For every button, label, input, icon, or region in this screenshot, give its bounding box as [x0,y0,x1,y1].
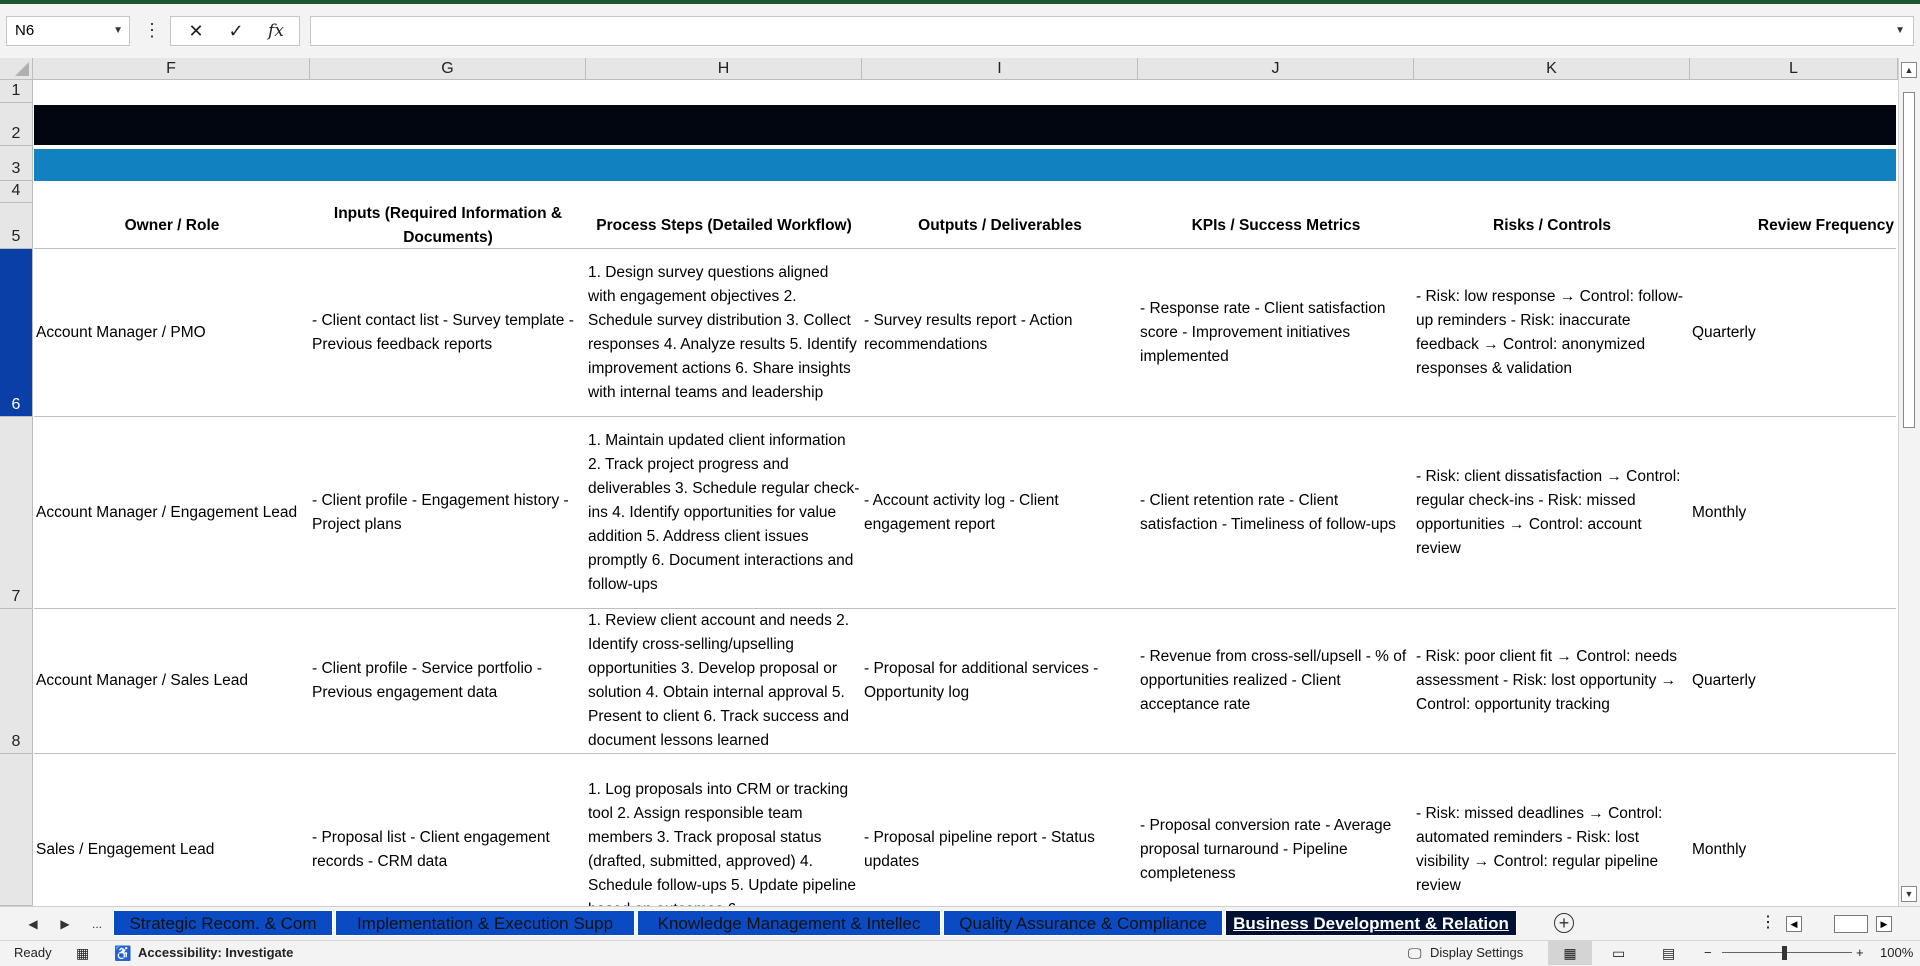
column-header-g[interactable]: G [310,58,586,80]
scroll-down-icon[interactable]: ▼ [1901,886,1917,902]
normal-view-icon[interactable]: ▦ [1548,941,1592,965]
cell-risks[interactable]: - Risk: client dissatisfaction → Control: regular check-ins - Risk: missed opportunities → Control: account review [1416,467,1681,557]
cell-risks[interactable]: - Risk: low response → Control: follow-up reminders - Risk: inaccurate feedback → Control: anonymized responses & validation [1416,287,1684,377]
zoom-slider[interactable] [1722,952,1852,953]
row-header-3[interactable]: 3 [0,146,33,181]
cell-review[interactable]: Quarterly [1692,672,1756,689]
cancel-icon[interactable]: ✕ [188,21,204,41]
column-header-l[interactable]: L [1690,58,1898,80]
cell-inputs[interactable]: - Client profile - Engagement history - Project plans [312,491,569,533]
display-settings-button[interactable]: Display Settings [1430,945,1524,960]
header-outputs[interactable]: Outputs / Deliverables [918,216,1082,234]
row-header-6[interactable]: 6 [0,249,33,417]
select-all-button[interactable] [0,58,33,80]
row-header-4[interactable]: 4 [0,181,33,203]
sheet-tab[interactable]: Implementation & Execution Supp [335,910,635,936]
cell-risks[interactable]: - Risk: missed deadlines → Control: automated reminders - Risk: lost visibility → Control: regular pipeline review [1416,804,1663,894]
table-row [34,417,1896,609]
scroll-right-icon[interactable]: ▶ [1876,916,1892,932]
header-risks[interactable]: Risks / Controls [1493,216,1611,234]
status-bar [0,940,1920,966]
cell-owner[interactable]: Account Manager / Sales Lead [36,672,248,689]
cell-review[interactable]: Monthly [1692,503,1747,521]
zoom-slider-thumb[interactable] [1782,946,1787,960]
row-header-9[interactable] [0,754,33,906]
row-header-8[interactable]: 8 [0,609,33,754]
next-sheet-icon[interactable]: ▶ [60,917,70,931]
column-header-f[interactable]: F [33,58,310,80]
header-review[interactable]: Review Frequency [1757,216,1894,234]
expand-formula-icon[interactable]: ▼ [1895,25,1905,36]
add-sheet-icon[interactable]: + [1554,913,1574,933]
display-settings-icon[interactable]: 🖵 [1408,945,1422,961]
column-header-k[interactable]: K [1414,58,1690,80]
scroll-up-icon[interactable]: ▲ [1901,62,1917,78]
sheet-tab-active[interactable]: Business Development & Relation [1225,910,1517,936]
cell-outputs[interactable]: - Proposal for additional services - Opportunity log [864,660,1099,701]
row-header-1[interactable]: 1 [0,80,33,103]
cell-owner[interactable]: Account Manager / PMO [36,323,206,341]
macro-recording-icon[interactable]: ▦ [76,945,90,961]
formula-buttons [170,16,300,46]
cell-kpis[interactable]: - Revenue from cross-sell/upsell - % of opportunities realized - Client acceptance rate [1140,648,1407,713]
prev-sheet-icon[interactable]: ◀ [28,917,38,931]
accessibility-icon[interactable]: ♿ [114,945,132,961]
cell-review[interactable]: Monthly [1692,840,1747,858]
worksheet-grid[interactable] [0,58,1920,906]
header-row [34,203,1896,249]
cell-outputs[interactable]: - Account activity log - Client engagement report [864,491,1059,533]
accessibility-status[interactable]: Accessibility: Investigate [138,945,294,960]
row-header-7[interactable]: 7 [0,417,33,609]
cell-inputs[interactable]: - Client contact list - Survey template - Previous feedback reports [312,311,574,353]
page-layout-icon[interactable]: ▭ [1612,945,1626,961]
column-header-i[interactable]: I [862,58,1138,80]
cell-process[interactable]: 1. Review client account and needs 2. Identify cross-selling/upselling opportunities 3. Develop proposal or solution 4. Obtain internal approval 5. Present to client 6. Track success and document lessons learned [588,612,850,749]
sheet-tab-bar [0,906,1920,940]
scrollbar-thumb[interactable] [1903,92,1915,428]
zoom-out-button[interactable]: − [1704,945,1712,960]
vertical-scrollbar[interactable] [1898,58,1920,906]
horizontal-scroll-thumb[interactable] [1834,915,1868,933]
cell-outputs[interactable]: - Proposal pipeline report - Status updates [864,828,1095,870]
cell-owner[interactable]: Account Manager / Engagement Lead [36,503,298,521]
cell-kpis[interactable]: - Client retention rate - Client satisfaction - Timeliness of follow-ups [1140,491,1396,533]
header-inputs[interactable]: Inputs (Required Information & Documents) [333,204,563,246]
zoom-in-button[interactable]: + [1856,945,1864,960]
header-kpis[interactable]: KPIs / Success Metrics [1191,216,1361,234]
header-process[interactable]: Process Steps (Detailed Workflow) [596,216,852,234]
horizontal-scrollbar[interactable] [1756,914,1906,934]
insert-function-button[interactable]: fx [268,21,284,41]
more-sheets-button[interactable]: ... [91,917,102,931]
cell-risks[interactable]: - Risk: poor client fit → Control: needs assessment - Risk: lost opportunity → Control: opportunity tracking [1416,648,1678,713]
enter-icon[interactable]: ✓ [228,21,244,41]
cell-outputs[interactable]: - Survey results report - Action recommendations [864,311,1073,353]
cell-process[interactable]: 1. Design survey questions aligned with engagement objectives 2. Schedule survey distribution 3. Collect responses 4. Analyze results 5. Identify improvement actions 6. Share insights with internal teams and leadership [588,263,857,401]
name-box[interactable] [6,16,130,46]
header-owner[interactable]: Owner / Role [124,216,220,234]
cell-kpis[interactable]: - Proposal conversion rate - Average proposal turnaround - Pipeline completeness [1140,816,1392,882]
row-header-2[interactable]: 2 [0,103,33,146]
column-header-h[interactable]: H [586,58,862,80]
row-header-5[interactable]: 5 [0,203,33,249]
sheet-tab[interactable]: Quality Assurance & Compliance [943,910,1223,936]
sheet-tab[interactable]: Knowledge Management & Intellec [637,910,941,936]
chevron-down-icon[interactable]: ▼ [113,25,123,36]
more-options-icon[interactable]: ⋮ [143,20,161,40]
zoom-level[interactable]: 100% [1880,945,1914,960]
cell-inputs[interactable]: - Client profile - Service portfolio - Previous engagement data [312,660,542,701]
page-break-preview-icon[interactable]: ▤ [1662,945,1676,961]
options-icon[interactable]: ⋮ [1760,914,1776,931]
cell-kpis[interactable]: - Response rate - Client satisfaction score - Improvement initiatives implemented [1140,299,1386,365]
cell-inputs[interactable]: - Proposal list - Client engagement records - CRM data [312,828,550,870]
cell-owner[interactable]: Sales / Engagement Lead [36,840,215,858]
status-ready: Ready [14,945,52,960]
title-band [34,105,1896,145]
cell-process[interactable]: 1. Maintain updated client information 2. Track project progress and deliverables 3. Schedule regular check-ins 4. Identify opportunities for value addition 5. Address client issues promptly 6. Document interactions and follow-ups [588,431,860,593]
formula-input[interactable] [310,16,1914,46]
scroll-left-icon[interactable]: ◀ [1786,916,1802,932]
sheet-tab[interactable]: Strategic Recom. & Com [113,910,333,936]
table-row [34,249,1896,417]
name-box-value: N6 [15,22,35,39]
cell-process[interactable]: 1. Log proposals into CRM or tracking tool 2. Assign responsible team members 3. Track proposal status (drafted, submitted, approved) 4. Schedule follow-ups 5. Update pipeline [588,780,856,894]
column-header-j[interactable]: J [1138,58,1414,80]
formula-bar [0,4,1920,58]
subtitle-band [34,149,1896,181]
table-row [34,609,1896,754]
cell-review[interactable]: Quarterly [1692,323,1756,341]
